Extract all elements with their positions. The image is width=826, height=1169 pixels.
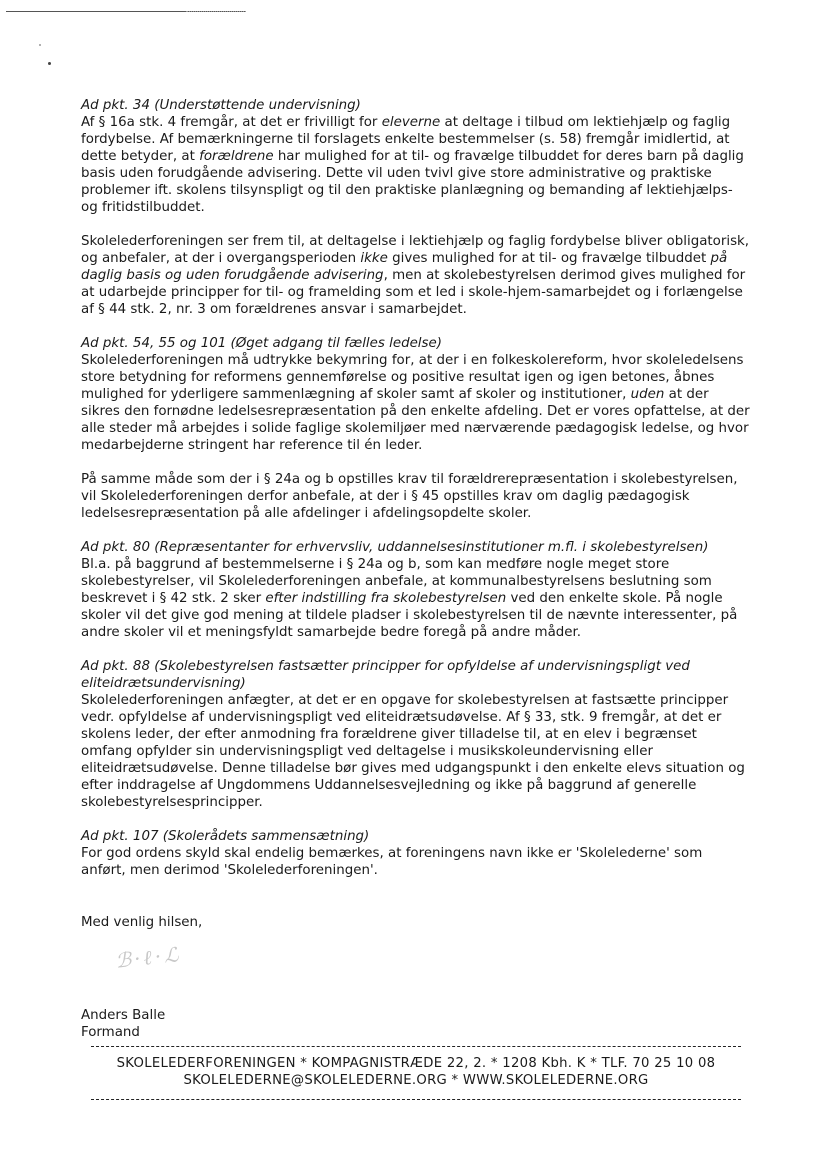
letterhead-footer bbox=[91, 1046, 741, 1100]
text-run: gives mulighed for at til- og fravælge tilbuddet bbox=[387, 251, 711, 266]
footer-divider-top bbox=[91, 1046, 741, 1047]
footer-divider-bottom bbox=[91, 1099, 741, 1100]
scan-artifact-line bbox=[6, 11, 246, 12]
paragraph-text bbox=[81, 845, 751, 879]
emphasized-text: eleverne bbox=[381, 115, 441, 130]
text-run: Skolelederforeningen anfægter, at det er en opgave for skolebestyrelsen at fastsætte principper vedr. opfyldelse af undervisningspligt ved eliteidrætsudøvelse. Af § 33, stk. 9 fremgår, at det er skolens leder, der efter anmodning fra forældrene giver tilladelse til, at en elev i begrænset omfang opfylder sin undervisningspligt ved deltagelse i musikskoleundervisning eller eliteidrætsudøvelse. Denne tilladelse bør gives med udgangspunkt i den enkelte elevs situation og efter inddragelse af Ungdommens Uddannelsesvejledning og ikke på baggrund af generelle skolebestyrelsesprincipper. bbox=[81, 693, 745, 810]
letter-body bbox=[81, 97, 751, 931]
section-heading: Ad pkt. 34 (Understøttende undervisning) bbox=[81, 98, 361, 113]
text-run: , men at skolebestyrelsen derimod gives mulighed for at udarbejde principper for til- og framelding som et led i skole-hjem-samarbejdet og i forlængelse af § 44 stk. 2, nr. 3 om forældrenes ansvar i samarbejdet. bbox=[81, 268, 746, 317]
footer-address-line: SKOLELEDERFORENINGEN * KOMPAGNISTRÆDE 22, 2. * 1208 Kbh. K * TLF. 70 25 10 08 bbox=[116, 1056, 716, 1071]
closing-salutation: Med venlig hilsen, bbox=[81, 915, 203, 930]
scan-speck bbox=[39, 44, 41, 46]
text-run: ved den enkelte skole. På nogle skoler vil det give god mening at tildele pladser i skolebestyrelsen til de nævnte interessenter, på andre skoler vil et meningsfyldt samarbejde bedre foregå på andre måder. bbox=[81, 591, 738, 640]
handwritten-signature: ℬ·ℓ·ℒ bbox=[114, 941, 183, 973]
paragraph-text bbox=[81, 692, 751, 811]
body-paragraph bbox=[81, 828, 751, 879]
text-run: På samme måde som der i § 24a og b opstilles krav til forældrerepræsentation i skolebestyrelsen, vil Skolelederforeningen derfor anbefale, at der i § 45 opstilles krav om daglig pædagogisk ledelsesrepræsentation på alle afdelinger i afdelingsopdelte skoler. bbox=[81, 472, 738, 521]
text-run: har mulighed for at til- og fravælge tilbuddet for deres barn på daglig basis uden forudgående advisering. Dette vil uden tvivl give store administrative og praktiske problemer ift. skolens tilsynspligt og til den praktiske planlægning og bemanding af lektiehjælps- og fritidstilbuddet. bbox=[81, 149, 744, 215]
text-run: Skolelederforeningen må udtrykke bekymring for, at der i en folkeskolereform, hvor skoleledelsens store betydning for reformens gennemførelse og positive resultat igen og igen betones, åbnes mulighed for yderligere sammenlægning af skoler samt af skoler og institutioner, bbox=[81, 353, 744, 402]
text-run: at deltage i tilbud om lektiehjælp og faglig fordybelse. Af bemærkningerne til forslagets enkelte bestemmelser (s. 58) fremgår imidlertid, at dette betyder, at bbox=[81, 115, 731, 164]
paragraph-text bbox=[81, 471, 751, 522]
body-paragraph bbox=[81, 471, 751, 522]
body-paragraph bbox=[81, 233, 751, 318]
signer-title: Formand bbox=[81, 1025, 140, 1040]
paragraph-text bbox=[81, 233, 751, 318]
section-heading: Ad pkt. 88 (Skolebestyrelsen fastsætter principper for opfyldelse af undervisningspligt ved eliteidrætsundervisning) bbox=[81, 659, 690, 691]
section-heading: Ad pkt. 54, 55 og 101 (Øget adgang til fælles ledelse) bbox=[81, 336, 442, 351]
emphasized-text: efter indstilling fra skolebestyrelsen bbox=[265, 591, 507, 606]
section-heading: Ad pkt. 107 (Skolerådets sammensætning) bbox=[81, 829, 370, 844]
text-run: For god ordens skyld skal endelig bemærkes, at foreningens navn ikke er 'Skolelederne' som anført, men derimod 'Skolelederforeningen'. bbox=[81, 846, 703, 878]
text-run: Af § 16a stk. 4 fremgår, at det er frivilligt for bbox=[81, 115, 382, 130]
footer-contact-line: SKOLELEDERNE@SKOLELEDERNE.ORG * WWW.SKOLELEDERNE.ORG bbox=[183, 1073, 649, 1088]
emphasized-text: forældrene bbox=[199, 149, 274, 164]
body-paragraph bbox=[81, 97, 751, 216]
text-run: Skolelederforeningen ser frem til, at deltagelse i lektiehjælp og faglig fordybelse bliver obligatorisk, og anbefaler, at der i overgangsperioden bbox=[81, 234, 750, 266]
paragraph-text bbox=[81, 114, 751, 216]
text-run: Bl.a. på baggrund af bestemmelserne i § 24a og b, som kan medføre nogle meget store skolebestyrelser, vil Skolelederforeningen anbefale, at kommunalbestyrelsens beslutning som beskrevet i § 42 stk. 2 sker bbox=[81, 557, 712, 606]
section-heading: Ad pkt. 80 (Repræsentanter for erhvervsliv, uddannelsesinstitutioner m.fl. i skolebestyrelsen) bbox=[81, 540, 709, 555]
body-paragraph bbox=[81, 658, 751, 811]
body-paragraph bbox=[81, 335, 751, 454]
paragraph-text bbox=[81, 556, 751, 641]
emphasized-text: uden bbox=[630, 387, 665, 402]
text-run: at der sikres den fornødne ledelsesrepræsentation på den enkelte afdeling. Det er vores opfattelse, at der alle steder må arbejdes i solide faglige skolemiljøer med nærværende pædagogisk ledelse, og hvor medarbejderne stringent har reference til én leder. bbox=[81, 387, 750, 453]
signer-block bbox=[81, 1007, 165, 1041]
body-paragraph bbox=[81, 539, 751, 641]
emphasized-text: ikke bbox=[360, 251, 388, 266]
signer-name: Anders Balle bbox=[81, 1008, 166, 1023]
emphasized-text: på daglig basis og uden forudgående advisering bbox=[81, 251, 728, 283]
paragraph-text bbox=[81, 352, 751, 454]
scan-speck bbox=[48, 62, 51, 65]
